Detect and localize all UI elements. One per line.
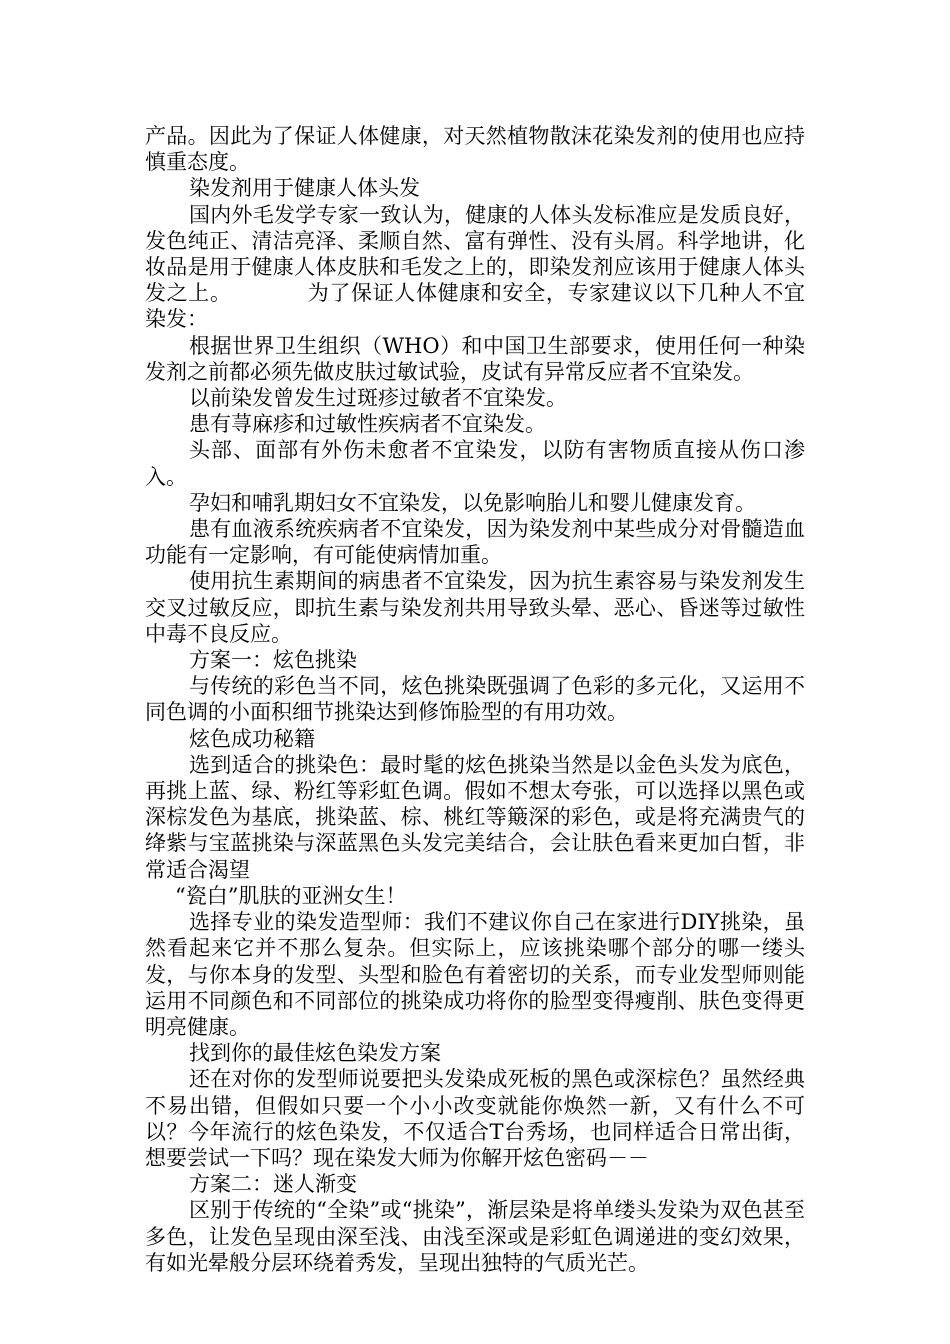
paragraph: 还在对你的发型师说要把头发染成死板的黑色或深棕色？虽然经典不易出错，但假如只要一个小小改变就能你焕然一新，又有什么不可以？今年流行的炫色染发，不仅适合T台秀场，也同样适合日常出街，想要尝试一下吗？现在染发大师为你解开炫色密码－－: [145, 1067, 805, 1170]
paragraph: 患有血液系统疾病者不宜染发，因为染发剂中某些成分对骨髓造血功能有一定影响，有可能使病情加重。: [145, 517, 805, 568]
paragraph: 使用抗生素期间的病患者不宜染发，因为抗生素容易与染发剂发生交叉过敏反应，即抗生素与染发剂共用导致头晕、恶心、昏迷等过敏性中毒不良反应。: [145, 569, 805, 646]
section-heading: 方案二：迷人渐变: [189, 1172, 357, 1197]
section-heading: 找到你的最佳炫色染发方案: [189, 1041, 441, 1066]
paragraph: 与传统的彩色当不同，炫色挑染既强调了色彩的多元化，又运用不同色调的小面积细节挑染达到修饰脸型的有用功效。: [145, 674, 805, 725]
paragraph: 选到适合的挑染色：最时髦的炫色挑染当然是以金色头发为底色，再挑上蓝、绿、粉红等彩虹色调。假如不想太夸张，可以选择以黑色或深棕发色为基底，挑染蓝、棕、桃红等簸深的彩色，或是将充满贵气的绛紫与宝蓝挑染与深蓝黑色头发完美结合，会让肤色看来更加白皙，非常适合渴望: [145, 752, 805, 882]
paragraph: 产品。因此为了保证人体健康，对天然植物散沫花染发剂的使用也应持慎重态度。: [145, 124, 805, 175]
paragraph: 孕妇和哺乳期妇女不宜染发，以免影响胎儿和婴儿健康发育。: [189, 490, 756, 515]
paragraph: 国内外毛发学专家一致认为，健康的人体头发标准应是发质良好，发色纯正、清洁亮泽、柔顺自然、富有弹性、没有头屑。科学地讲，化妆品是用于健康人体皮肤和毛发之上的，即染发剂应该用于健康人体头发之上。 为了保证人体健康和安全，专家建议以下几种人不宜染发：: [145, 202, 805, 332]
paragraph: 选择专业的染发造型师：我们不建议你自己在家进行DIY挑染，虽然看起来它并不那么复杂。但实际上，应该挑染哪个部分的哪一缕头发，与你本身的发型、头型和脸色有着密切的关系，而专业发型师则能运用不同颜色和不同部位的挑染成功将你的脸型变得瘦削、肤色变得更明亮健康。: [145, 910, 805, 1039]
paragraph: 以前染发曾发生过斑疹过敏者不宜染发。: [189, 386, 567, 411]
section-heading: 方案一：炫色挑染: [189, 648, 357, 673]
paragraph: 患有荨麻疹和过敏性疾病者不宜染发。: [189, 412, 546, 437]
paragraph: 区别于传统的“全染”或“挑染”，渐层染是将单缕头发染为双色甚至多色，让发色呈现由深至浅、由浅至深或是彩虹色调递进的变幻效果，有如光晕般分层环绕着秀发，呈现出独特的气质光芒。: [145, 1198, 805, 1275]
paragraph: 根据世界卫生组织（WHO）和中国卫生部要求，使用任何一种染发剂之前都必须先做皮肤过敏试验，皮试有异常反应者不宜染发。: [145, 333, 805, 384]
section-heading: 染发剂用于健康人体头发: [189, 176, 420, 201]
document-body: [145, 123, 805, 1276]
paragraph: 头部、面部有外伤未愈者不宜染发，以防有害物质直接从伤口渗入。: [145, 438, 805, 489]
paragraph: “瓷白”肌肤的亚洲女生！: [175, 883, 407, 908]
section-heading: 炫色成功秘籍: [189, 726, 315, 751]
